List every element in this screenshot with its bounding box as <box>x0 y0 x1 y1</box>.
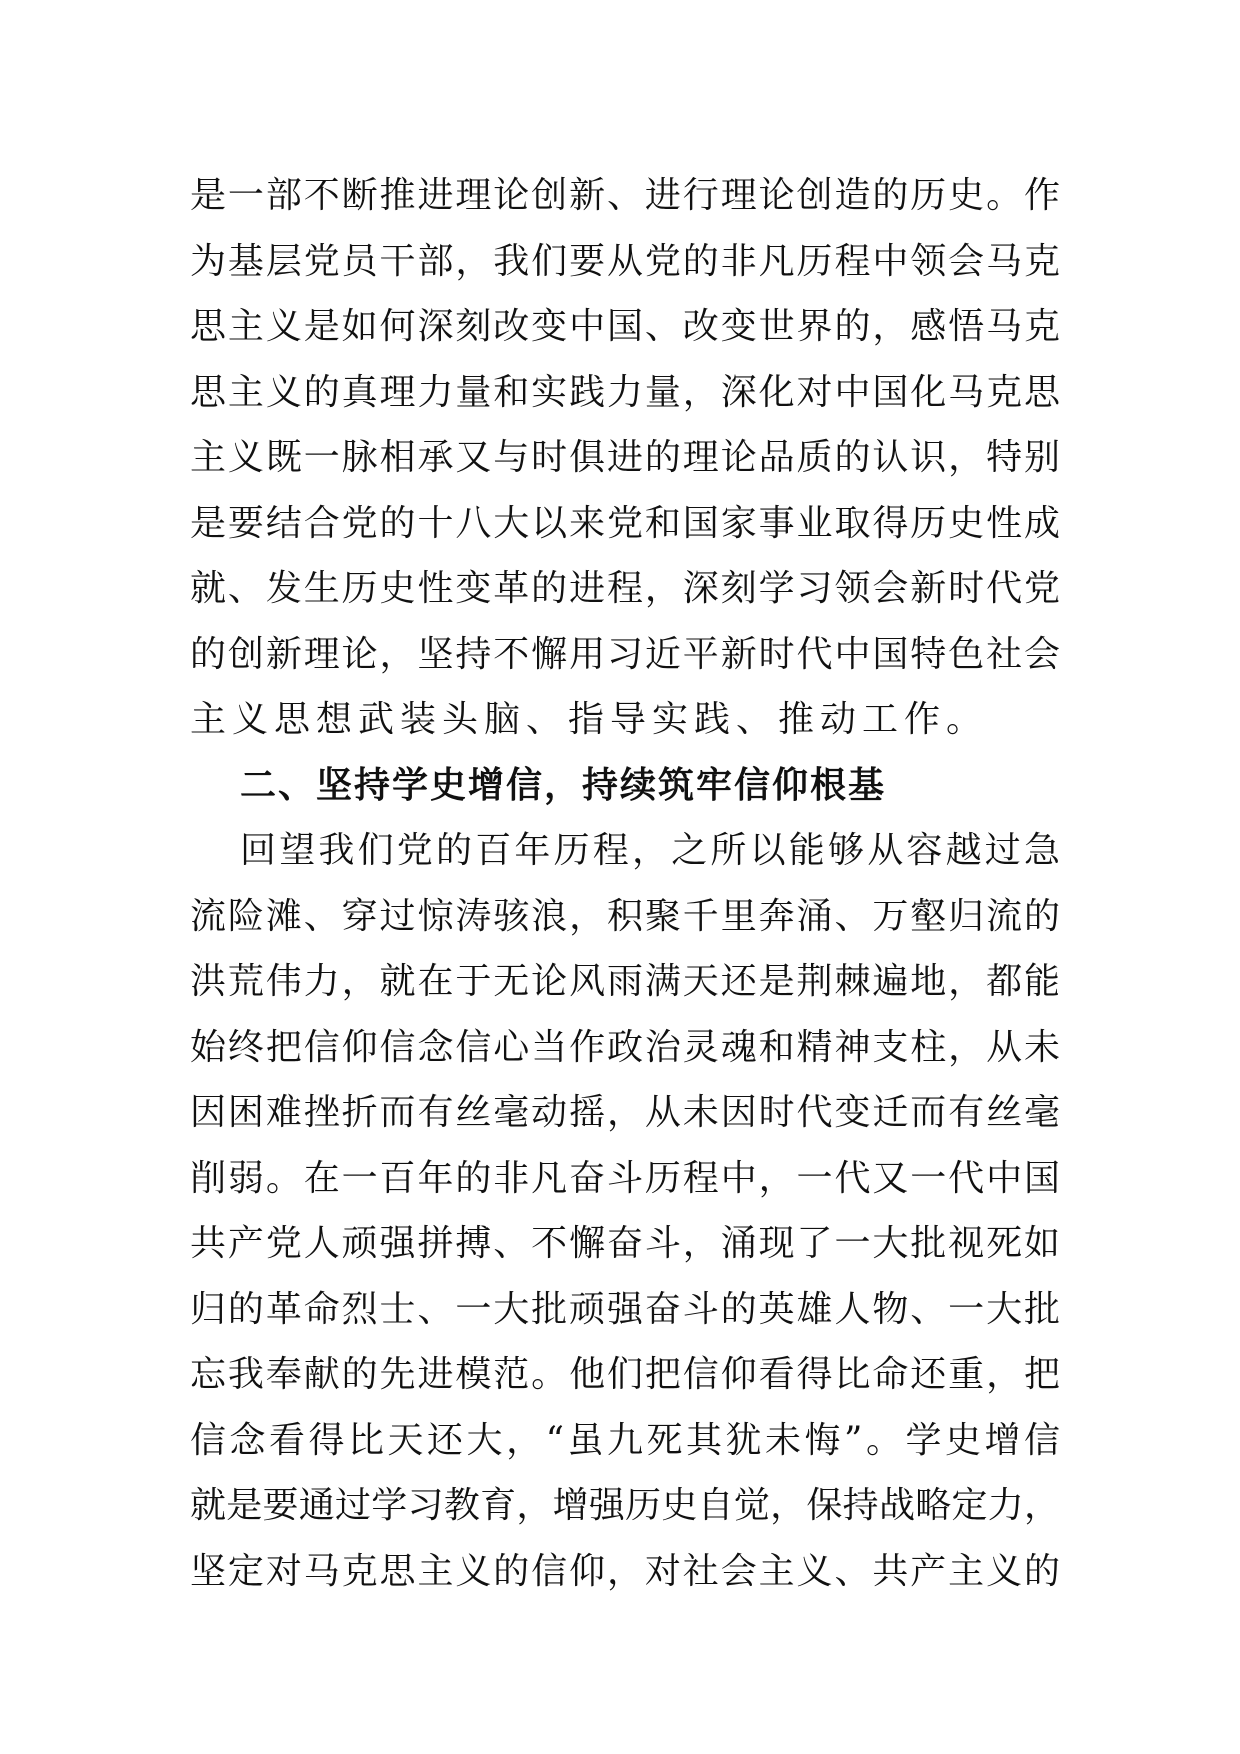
text-line: 就是要通过学习教育，增强历史自觉，保持战略定力， <box>190 1485 1060 1526</box>
text-line: 坚定对马克思主义的信仰，对社会主义、共产主义的 <box>190 1551 1060 1592</box>
text-line: 因困难挫折而有丝毫动摇，从未因时代变迁而有丝毫 <box>190 1092 1060 1133</box>
text-line: 回望我们党的百年历程，之所以能够从容越过急 <box>240 830 1060 871</box>
text-line: 洪荒伟力，就在于无论风雨满天还是荆棘遍地，都能 <box>190 961 1060 1002</box>
text-line: 主义思想武装头脑、指导实践、推动工作。 <box>190 699 989 740</box>
text-line: 信念看得比天还大，“虽九死其犹未悔”。学史增信 <box>190 1420 1060 1461</box>
text-line: 忘我奉献的先进模范。他们把信仰看得比命还重，把 <box>190 1354 1060 1395</box>
section-heading: 二、坚持学史增信，持续筑牢信仰根基 <box>240 765 887 806</box>
text-line: 的创新理论，坚持不懈用习近平新时代中国特色社会 <box>190 634 1060 675</box>
text-line: 是要结合党的十八大以来党和国家事业取得历史性成 <box>190 503 1060 544</box>
text-line: 是一部不断推进理论创新、进行理论创造的历史。作 <box>190 175 1060 216</box>
text-line: 主义既一脉相承又与时俱进的理论品质的认识，特别 <box>190 437 1060 478</box>
text-line: 就、发生历史性变革的进程，深刻学习领会新时代党 <box>190 568 1060 609</box>
text-line: 为基层党员干部，我们要从党的非凡历程中领会马克 <box>190 241 1060 282</box>
text-line: 始终把信仰信念信心当作政治灵魂和精神支柱，从未 <box>190 1027 1060 1068</box>
text-line: 思主义的真理力量和实践力量，深化对中国化马克思 <box>190 372 1060 413</box>
text-line: 归的革命烈士、一大批顽强奋斗的英雄人物、一大批 <box>190 1289 1060 1330</box>
text-line: 削弱。在一百年的非凡奋斗历程中，一代又一代中国 <box>190 1158 1060 1199</box>
text-line: 共产党人顽强拼搏、不懈奋斗，涌现了一大批视死如 <box>190 1223 1060 1264</box>
text-line: 流险滩、穿过惊涛骇浪，积聚千里奔涌、万壑归流的 <box>190 896 1060 937</box>
text-line: 思主义是如何深刻改变中国、改变世界的，感悟马克 <box>190 306 1060 347</box>
